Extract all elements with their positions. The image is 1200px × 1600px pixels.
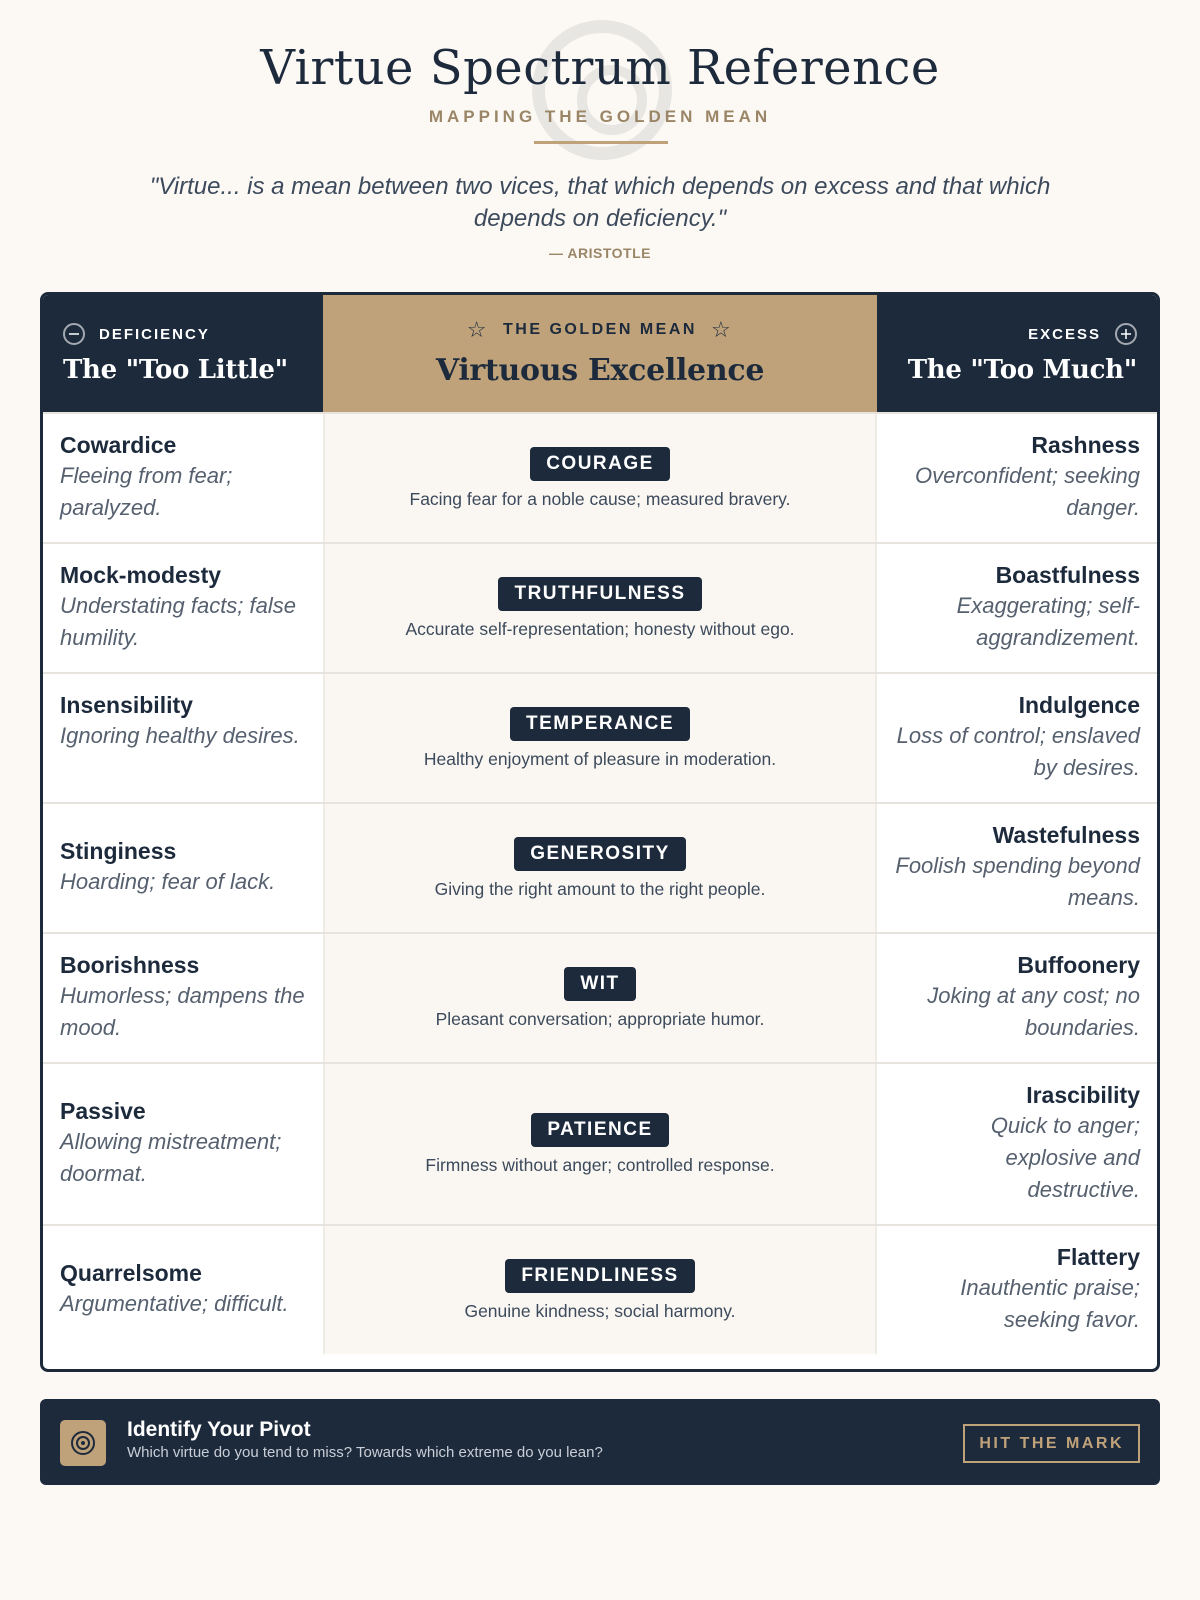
- plus-circle-icon: [1115, 323, 1137, 345]
- page-header: [0, 0, 1200, 160]
- deficiency-desc: Fleeing from fear; paralyzed.: [60, 463, 233, 520]
- virtue-cell: [323, 934, 877, 1062]
- virtue-badge: GENEROSITY: [514, 837, 686, 871]
- deficiency-cell: [43, 1064, 323, 1224]
- virtue-badge: TEMPERANCE: [510, 707, 690, 741]
- excess-name: Boastfulness: [995, 562, 1140, 588]
- table-row: [43, 412, 1157, 542]
- virtue-cell: [323, 1226, 877, 1354]
- deficiency-desc: Hoarding; fear of lack.: [60, 869, 276, 894]
- excess-column-header: [877, 295, 1157, 412]
- page-subtitle: MAPPING THE GOLDEN MEAN: [428, 107, 772, 126]
- minus-circle-icon: [63, 323, 85, 345]
- virtue-desc: Genuine kindness; social harmony.: [464, 1300, 736, 1321]
- deficiency-name: Boorishness: [60, 952, 200, 978]
- deficiency-cell: [43, 804, 323, 932]
- deficiency-desc: Ignoring healthy desires.: [60, 723, 300, 748]
- excess-cell: [877, 804, 1157, 932]
- virtue-cell: [323, 1064, 877, 1224]
- deficiency-column-header: [43, 295, 323, 412]
- deficiency-name: Insensibility: [60, 692, 193, 718]
- virtue-desc: Firmness without anger; controlled response.: [425, 1154, 775, 1175]
- deficiency-name: Quarrelsome: [60, 1260, 202, 1286]
- table-row: [43, 542, 1157, 672]
- table-row: [43, 672, 1157, 802]
- excess-name: Rashness: [1031, 432, 1140, 458]
- target-icon: [60, 1420, 106, 1466]
- virtue-cell: [323, 674, 877, 802]
- excess-desc: Inauthentic praise; seeking favor.: [960, 1275, 1140, 1332]
- excess-label: EXCESS: [1028, 325, 1101, 343]
- pivot-banner: [40, 1399, 1160, 1485]
- virtue-cell: [323, 544, 877, 672]
- deficiency-heading: The "Too Little": [63, 355, 288, 385]
- virtue-table: [40, 292, 1160, 1372]
- deficiency-cell: [43, 544, 323, 672]
- excess-heading: The "Too Much": [907, 355, 1137, 385]
- hit-the-mark-button[interactable]: HIT THE MARK: [963, 1424, 1140, 1463]
- mean-column-header: [323, 295, 877, 412]
- virtue-badge: TRUTHFULNESS: [498, 577, 701, 611]
- virtue-badge: PATIENCE: [531, 1113, 668, 1147]
- excess-name: Flattery: [1056, 1244, 1140, 1270]
- excess-desc: Joking at any cost; no boundaries.: [927, 983, 1140, 1040]
- table-row: [43, 932, 1157, 1062]
- page-title: Virtue Spectrum Reference: [260, 40, 940, 96]
- excess-name: Indulgence: [1018, 692, 1140, 718]
- deficiency-cell: [43, 674, 323, 802]
- deficiency-desc: Humorless; dampens the mood.: [60, 983, 305, 1040]
- deficiency-name: Stinginess: [60, 838, 177, 864]
- quote-attribution: — ARISTOTLE: [549, 245, 651, 261]
- excess-desc: Foolish spending beyond means.: [895, 853, 1140, 910]
- excess-cell: [877, 934, 1157, 1062]
- table-row: [43, 802, 1157, 932]
- excess-desc: Quick to anger; explosive and destructive.: [990, 1113, 1140, 1202]
- virtue-cell: [323, 414, 877, 542]
- deficiency-cell: [43, 934, 323, 1062]
- virtue-desc: Accurate self-representation; honesty without ego.: [405, 618, 795, 639]
- deficiency-desc: Allowing mistreatment; doormat.: [60, 1129, 282, 1186]
- deficiency-cell: [43, 1226, 323, 1354]
- virtue-desc: Facing fear for a noble cause; measured bravery.: [409, 488, 791, 509]
- deficiency-name: Mock-modesty: [60, 562, 222, 588]
- excess-cell: [877, 414, 1157, 542]
- table-header: [43, 295, 1157, 412]
- title-divider: [534, 141, 668, 144]
- deficiency-desc: Argumentative; difficult.: [60, 1291, 289, 1316]
- virtue-desc: Pleasant conversation; appropriate humor.: [435, 1008, 765, 1029]
- table-row: [43, 1062, 1157, 1224]
- excess-desc: Loss of control; enslaved by desires.: [896, 723, 1140, 780]
- excess-cell: [877, 674, 1157, 802]
- virtue-badge: FRIENDLINESS: [505, 1259, 694, 1293]
- excess-desc: Overconfident; seeking danger.: [914, 463, 1140, 520]
- star-icon: ☆: [466, 317, 490, 342]
- deficiency-desc: Understating facts; false humility.: [60, 593, 297, 650]
- excess-name: Wastefulness: [992, 822, 1140, 848]
- banner-title: Identify Your Pivot: [127, 1418, 311, 1441]
- virtue-badge: COURAGE: [530, 447, 670, 481]
- excess-name: Irascibility: [1026, 1082, 1140, 1108]
- deficiency-name: Passive: [60, 1098, 146, 1124]
- excess-cell: [877, 1226, 1157, 1354]
- excess-desc: Exaggerating; self-aggrandizement.: [956, 593, 1140, 650]
- virtue-desc: Giving the right amount to the right people.: [434, 878, 766, 899]
- table-row: [43, 1224, 1157, 1354]
- deficiency-cell: [43, 414, 323, 542]
- virtue-badge: WIT: [564, 967, 635, 1001]
- virtue-desc: Healthy enjoyment of pleasure in moderation.: [423, 748, 777, 769]
- deficiency-name: Cowardice: [60, 432, 177, 458]
- mean-label: THE GOLDEN MEAN: [503, 321, 697, 338]
- deficiency-label: DEFICIENCY: [99, 325, 210, 343]
- excess-name: Buffoonery: [1017, 952, 1140, 978]
- virtue-cell: [323, 804, 877, 932]
- excess-cell: [877, 544, 1157, 672]
- star-icon: ☆: [710, 317, 734, 342]
- aristotle-quote: "Virtue... is a mean between two vices, that which depends on excess and that which depends on deficiency.": [149, 173, 1051, 232]
- excess-cell: [877, 1064, 1157, 1224]
- banner-subtitle: Which virtue do you tend to miss? Towards which extreme do you lean?: [127, 1444, 603, 1461]
- mean-heading: Virtuous Excellence: [435, 353, 765, 388]
